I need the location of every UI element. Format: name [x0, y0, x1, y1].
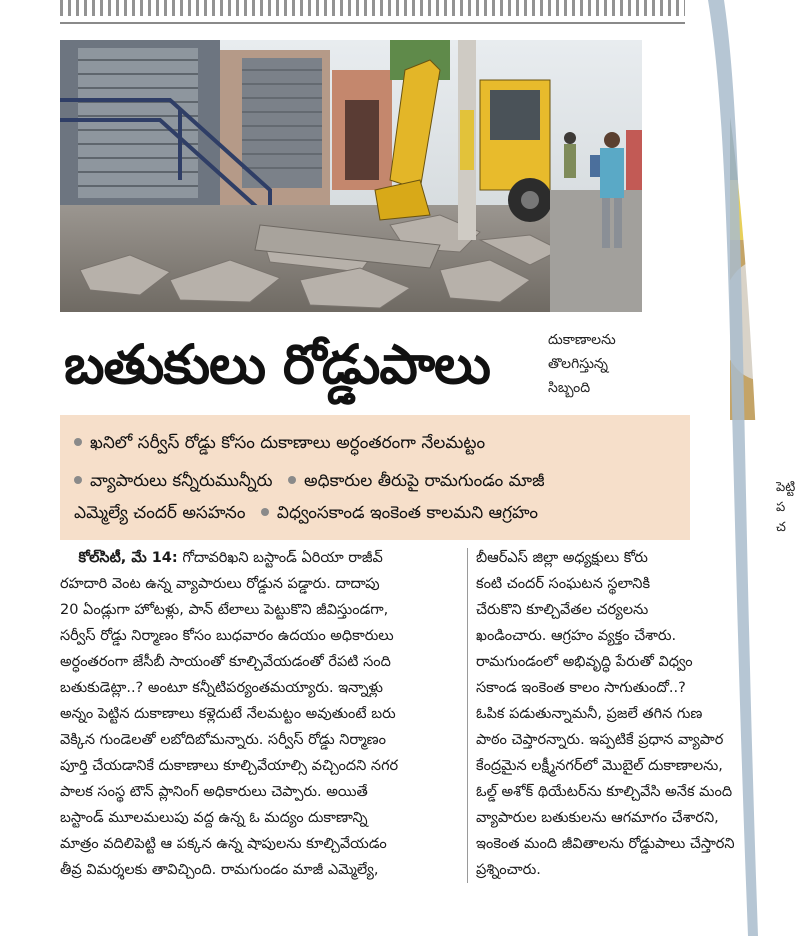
highlight-text: ఎమ్మెల్యే చందర్ అసహనం: [74, 503, 246, 523]
highlight-text: విధ్వంసకాండ ఇంకెంత కాలమని ఆగ్రహం: [276, 503, 539, 523]
article-line: చేరుకొని కూల్చివేతల చర్యలను: [476, 602, 649, 618]
highlight-line: [74, 467, 545, 495]
bullet-icon: [261, 508, 269, 516]
previous-article-text-strip: [60, 0, 685, 16]
highlight-text: వ్యాపారులు కన్నీరుమున్నీరు: [90, 471, 273, 491]
article-line: కంటి చందర్ సంఘటన స్థలానికి: [476, 576, 651, 592]
article-line: అన్నం పెట్టిన దుకాణాలు కళ్లెదుటే నేలమట్టం అవుతుంటే బరు: [60, 706, 396, 722]
headline: బతుకులు రోడ్డుపాలు: [64, 333, 490, 396]
bullet-icon: [74, 476, 82, 484]
photo-caption-line: తొలగిస్తున్న: [548, 356, 608, 372]
article-line: ఖండించారు. ఆగ్రహం వ్యక్తం చేశారు.: [476, 628, 677, 644]
adjacent-text-line: పెట్టి: [776, 480, 796, 495]
article-line: సకాండ ఇంకెంత కాలం సాగుతుందో..?: [476, 680, 686, 696]
article-line: అర్ధంతరంగా జేసీబీ సాయంతో కూల్చివేయడంతో రేపటి సంది: [60, 654, 391, 670]
article-line: వెక్కిన గుండెలతో లబోదిబోమన్నారు. సర్వీస్ రోడ్డు నిర్మాణం: [60, 732, 386, 748]
article-line: బస్టాండ్ మూలమలుపు వద్ద ఉన్న ఓ మద్యం దుకాణాన్ని: [60, 810, 368, 826]
article-line: పాలక సంస్థ టౌన్ ప్లానింగ్ అధికారులు చెప్పారు. అయితే: [60, 784, 368, 800]
highlight-line: [74, 429, 485, 457]
article-line: ఓపిక పడుతున్నామనీ, ప్రజలే తగిన గుణ: [476, 706, 703, 722]
article-line: తీవ్ర విమర్శలకు తావిచ్చింది. రామగుండం మాజీ ఎమ్మెల్యే,: [60, 862, 379, 878]
article-line: రామగుండంలో అభివృద్ధి పేరుతో విధ్వం: [476, 654, 693, 670]
bullet-icon: [288, 476, 296, 484]
dateline: కోల్‌సిటీ, మే 14:: [78, 550, 178, 566]
highlight-line: [74, 499, 538, 527]
adjacent-page-text: [776, 478, 800, 538]
article-line: కేంద్రమైన లక్ష్మీనగర్‌లో మొబైల్ దుకాణాలను,: [476, 758, 723, 774]
article-line: బీఆర్ఎస్ జిల్లా అధ్యక్షులు కోరు: [476, 550, 648, 566]
photo-caption: [548, 328, 658, 400]
article-line: పాఠం చెప్తారన్నారు. ఇప్పటికే ప్రధాన వ్యాపార: [476, 732, 724, 748]
photo-caption-line: దుకాణాలను: [548, 332, 616, 348]
highlight-text: ఖనిలో సర్వీస్ రోడ్డు కోసం దుకాణాలు అర్ధంతరంగా నేలమట్టం: [90, 433, 486, 453]
article-line: [60, 545, 465, 571]
article-line: సర్వీస్ రోడ్డు నిర్మాణం కోసం బుధవారం ఉదయం అధికారులు: [60, 628, 394, 644]
demolition-photo: [60, 40, 642, 312]
bullet-icon: [74, 438, 82, 446]
photo-caption-line: సిబ్బంది: [548, 380, 591, 396]
article-line: ప్రశ్నించారు.: [476, 862, 541, 878]
article-line: ఓల్డ్ అశోక్ థియేటర్‌ను కూల్చివేసి అనేక మంది: [476, 784, 733, 800]
article-line: బతుకుడెట్లా..? అంటూ కన్నీటిపర్యంతమయ్యారు. ఇన్నాళ్లు: [60, 680, 383, 696]
article-column-1: [60, 545, 465, 883]
page-curl: [688, 0, 800, 936]
article-text: గోదావరిఖని బస్టాండ్ ఏరియా రాజీవ్: [182, 550, 383, 566]
column-divider: [467, 548, 468, 883]
section-divider: [60, 22, 685, 24]
highlights-box: [60, 415, 690, 540]
article-line: 20 ఏండ్లుగా హోటళ్లు, పాన్ టేలాలు పెట్టుకొని జీవిస్తుండగా,: [60, 602, 389, 618]
article-line: వ్యాపారుల బతుకులను ఆగమాగం చేశారని,: [476, 810, 719, 826]
adjacent-text-line: చ: [776, 520, 786, 535]
article-line: పూర్తి చేయడానికే దుకాణాలు కూల్చివేయాల్సి వచ్చిందని నగర: [60, 758, 399, 774]
article-line: మాత్రం వదిలిపెట్టి ఆ పక్కన ఉన్న షాపులను కూల్చివేయడం: [60, 836, 387, 852]
article-line: ఇంకెంత మంది జీవితాలను రోడ్డుపాలు చేస్తారని: [476, 836, 735, 852]
article-line: రహదారి వెంట ఉన్న వ్యాపారులు రోడ్డున పడ్డారు. దాదాపు: [60, 576, 380, 592]
highlight-text: అధికారుల తీరుపై రామగుండం మాజీ: [303, 471, 545, 491]
adjacent-text-line: ప: [776, 500, 786, 515]
